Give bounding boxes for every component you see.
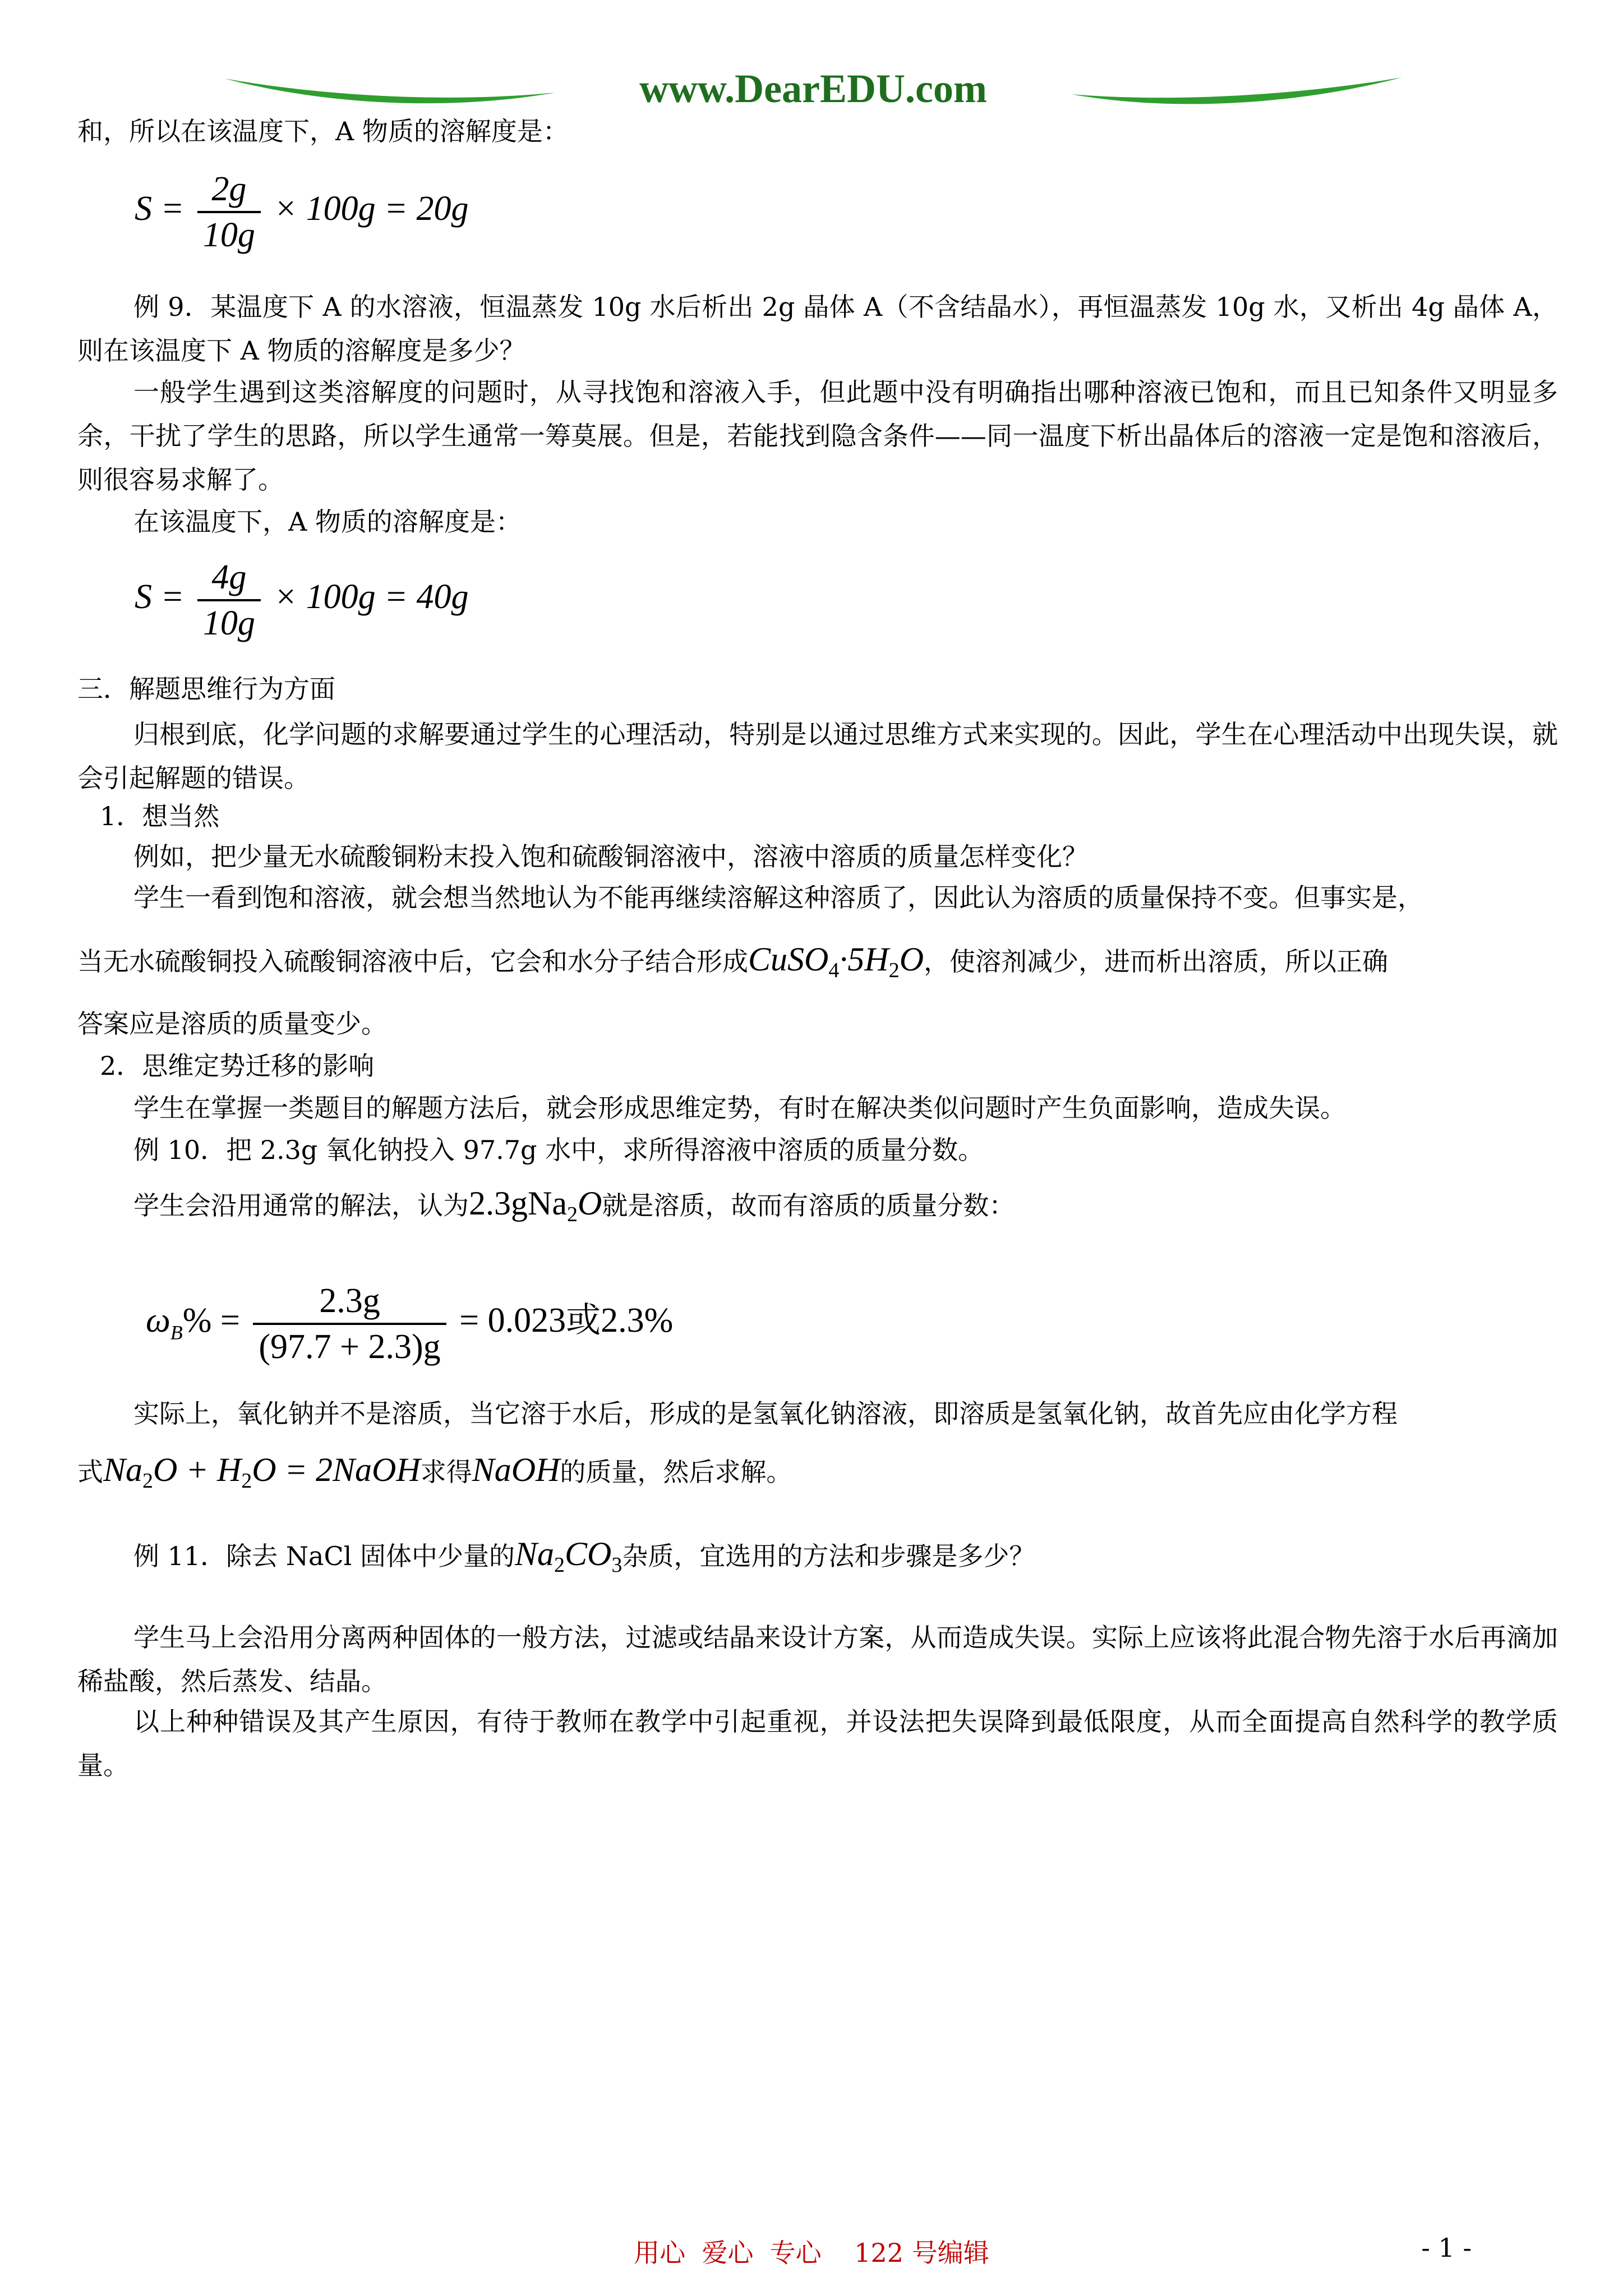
paragraph-mindset: 学生在掌握一类题目的解题方法后，就会形成思维定势，有时在解决类似问题时产生负面影响，造成失误。 — [133, 1093, 1346, 1123]
line-saturated: 和，所以在该温度下，A 物质的溶解度是： — [77, 116, 569, 146]
paragraph-actual-1: 实际上，氧化钠并不是溶质，当它溶于水后，形成的是氢氧化钠溶液，即溶质是氢氧化钠，故首先应由化学方程 — [133, 1398, 1398, 1429]
equation-2: S = $\frac{4g}{10g}$ × 100g = 40g — [135, 555, 469, 645]
logo-text: www.DearEDU.com — [639, 66, 987, 111]
footer-editor-note: 用心 爱心 专心 122 号编辑 — [634, 2238, 989, 2268]
equation-3: $\omega_B\%$ = $\frac{2.3g}{(97.7 + 2.3)g}$ = 0.023或2.3% — [146, 1279, 673, 1369]
formula-na2o-mass: 2.3gNa$_2$O — [469, 1185, 602, 1226]
paragraph-example: 例如，把少量无水硫酸铜粉末投入饱和硫酸铜溶液中，溶液中溶质的质量怎样变化？ — [133, 841, 1088, 872]
item-1-heading: 1．想当然 — [100, 801, 220, 831]
paragraph-student-3: 答案应是溶质的质量变少。 — [77, 1009, 387, 1039]
paragraph-general: 一般学生遇到这类溶解度的问题时，从寻找饱和溶液入手，但此题中没有明确指出哪种溶液已饱和，而且已知条件又明显多余，干扰了学生的思路，所以学生通常一筹莫展。但是，若能找到隐含条件——同一温度下析出晶体后的溶液一定是饱和溶液后，则很容易求解了。 — [77, 377, 1558, 495]
logo-right-swoosh — [1071, 77, 1402, 104]
formula-na2co3: $Na_2CO_3$ — [514, 1535, 623, 1577]
page-number: - 1 - — [1421, 2233, 1472, 2263]
formula-cuso4-5h2o: $CuSO_4\cdot 5H_2O$ — [748, 941, 924, 982]
example-10: 例 10．把 2.3g 氧化钠投入 97.7g 水中，求所得溶液中溶质的质量分数。 — [133, 1135, 984, 1165]
equation-1: S = $\frac{2g}{10g}$ × 100g = 20g — [135, 167, 469, 257]
paragraph-student-1: 学生一看到饱和溶液，就会想当然地认为不能再继续溶解这种溶质了，因此认为溶质的质量保持不变。但事实是， — [133, 882, 1423, 913]
paragraph-student-2: 当无水硫酸铜投入硫酸铜溶液中后，它会和水分子结合形成$CuSO_4\cdot 5H_2O$，使溶剂减少，进而析出溶质，所以正确 — [77, 941, 1389, 982]
paragraph-summary: 以上种种错误及其产生原因，有待于教师在教学中引起重视，并设法把失误降到最低限度，从而全面提高自然科学的教学质量。 — [77, 1706, 1558, 1780]
paragraph-method: 学生马上会沿用分离两种固体的一般方法，过滤或结晶来设计方案，从而造成失误。实际上应该将此混合物先溶于水后再滴加稀盐酸，然后蒸发、结晶。 — [77, 1622, 1558, 1696]
formula-reaction: $Na_2O + H_2O$ = 2NaOH — [103, 1451, 421, 1493]
example-11: 例 11．除去 NaCl 固体中少量的$Na_2CO_3$杂质，宜选用的方法和步骤是多少？ — [133, 1535, 1035, 1577]
formula-naoh: NaOH — [472, 1451, 560, 1488]
paragraph-usual: 学生会沿用通常的解法，认为2.3gNa$_2$O就是溶质，故而有溶质的质量分数： — [133, 1185, 1015, 1226]
section-3-heading: 三．解题思维行为方面 — [77, 674, 335, 704]
item-2-heading: 2．思维定势迁移的影响 — [100, 1051, 375, 1081]
logo-left-swoosh — [224, 79, 555, 103]
paragraph-actual-2: 式$Na_2O + H_2O$ = 2NaOH求得NaOH的质量，然后求解。 — [77, 1451, 792, 1493]
example-9: 例 9．某温度下 A 的水溶液，恒温蒸发 10g 水后析出 2g 晶体 A（不含结晶水），再恒温蒸发 10g 水，又析出 4g 晶体 A，则在该温度下 A 物质的溶解度是多少？ — [77, 292, 1558, 366]
line-at-temperature: 在该温度下，A 物质的溶解度是： — [133, 507, 522, 537]
paragraph-root: 归根到底，化学问题的求解要通过学生的心理活动，特别是以通过思维方式来实现的。因此，学生在心理活动中出现失误，就会引起解题的错误。 — [77, 719, 1558, 793]
